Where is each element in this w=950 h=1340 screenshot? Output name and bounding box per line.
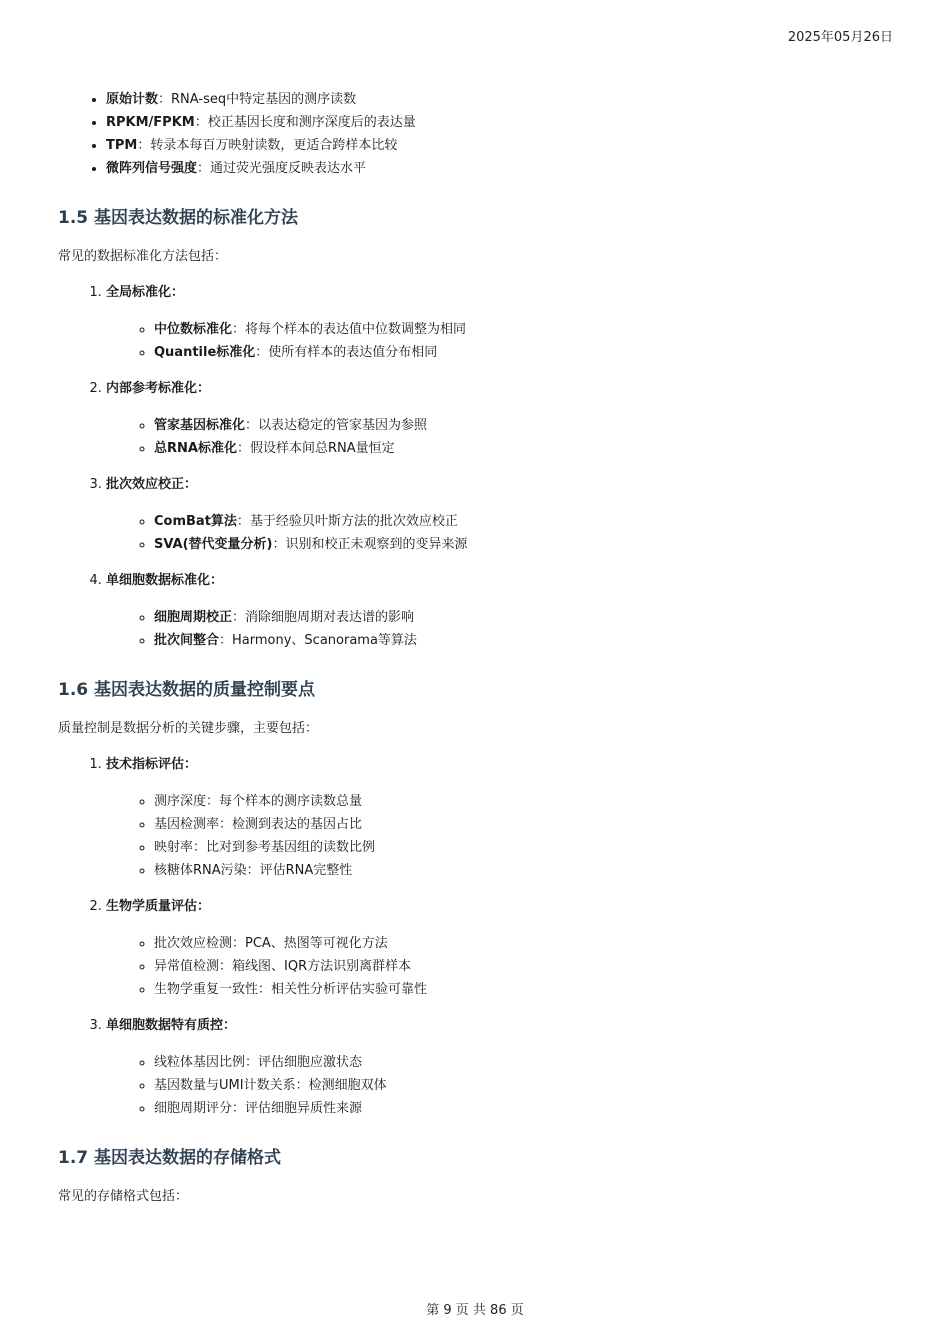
desc: ：校正基因长度和测序深度后的表达量 [194, 115, 416, 130]
sub-item [154, 629, 898, 652]
list-item [106, 111, 898, 134]
section-heading-1-6: 1.6 基因表达数据的质量控制要点 [58, 680, 316, 700]
step-item [106, 282, 898, 364]
sub-list [106, 932, 898, 1001]
sub-item: ◦ 映射率：比对到参考基因组的读数比例 [154, 836, 898, 859]
sub-item: ◦ 批次效应检测：PCA、热图等可视化方法 [154, 932, 898, 955]
sub-item: ◦ 核糖体RNA污染：评估RNA完整性 [154, 859, 898, 882]
desc: ：以表达稳定的管家基因为参照 [245, 418, 428, 433]
sub-list [106, 510, 898, 556]
desc: ：通过荧光强度反映表达水平 [197, 161, 367, 176]
term: 批次间整合 [154, 633, 220, 648]
term: 细胞周期校正 [154, 610, 233, 625]
sub-item [154, 510, 898, 533]
step-item [106, 474, 898, 556]
term: ComBat算法 [154, 514, 237, 529]
sub-item: ◦ 基因检测率：检测到表达的基因占比 [154, 813, 898, 836]
step-item [106, 754, 898, 882]
sub-item [154, 533, 898, 556]
desc: ：假设样本间总RNA量恒定 [236, 441, 395, 456]
step-label: 技术指标评估： [106, 757, 198, 772]
sub-list [106, 318, 898, 364]
term: 管家基因标准化 [154, 418, 246, 433]
desc: ：基于经验贝叶斯方法的批次效应校正 [236, 514, 458, 529]
term: Quantile标准化 [154, 345, 256, 360]
term: 微阵列信号强度 [106, 161, 198, 176]
sub-list [106, 606, 898, 652]
term: RPKM/FPKM [106, 115, 195, 130]
sub-item [154, 341, 898, 364]
sub-item: ◦ 生物学重复一致性：相关性分析评估实验可靠性 [154, 978, 898, 1001]
normalization-steps [58, 282, 898, 652]
sub-item [154, 414, 898, 437]
section-intro: 常见的存储格式包括： [58, 1189, 189, 1204]
list-item [106, 134, 898, 157]
document-body [58, 88, 898, 1222]
sub-list [106, 1051, 898, 1120]
term: 中位数标准化 [154, 322, 233, 337]
quality-control-steps [58, 754, 898, 1120]
step-label: 全局标准化： [106, 285, 185, 300]
term: 总RNA标准化 [154, 441, 237, 456]
section-intro: 质量控制是数据分析的关键步骤，主要包括： [58, 721, 319, 736]
sub-list [106, 414, 898, 460]
step-item [106, 1015, 898, 1120]
step-label: 内部参考标准化： [106, 381, 211, 396]
desc: ：Harmony、Scanorama等算法 [219, 633, 417, 648]
expression-measures-list [58, 88, 898, 180]
sub-item [154, 437, 898, 460]
desc: ：消除细胞周期对表达谱的影响 [232, 610, 415, 625]
section-intro: 常见的数据标准化方法包括： [58, 249, 228, 264]
sub-item [154, 606, 898, 629]
sub-item: ◦ 线粒体基因比例：评估细胞应激状态 [154, 1051, 898, 1074]
page-number: 第 9 页 共 86 页 [426, 1303, 524, 1318]
term: 原始计数 [106, 92, 159, 107]
desc: ：将每个样本的表达值中位数调整为相同 [232, 322, 467, 337]
term: TPM [106, 138, 138, 153]
section-heading-1-7: 1.7 基因表达数据的存储格式 [58, 1148, 282, 1168]
sub-item: ◦ 异常值检测：箱线图、IQR方法识别离群样本 [154, 955, 898, 978]
desc: ：RNA-seq中特定基因的测序读数 [158, 92, 357, 107]
desc: ：识别和校正未观察到的变异来源 [272, 537, 468, 552]
list-item [106, 88, 898, 111]
sub-list [106, 790, 898, 882]
list-item [106, 157, 898, 180]
sub-item [154, 318, 898, 341]
desc: ：转录本每百万映射读数，更适合跨样本比较 [137, 138, 398, 153]
sub-item: ◦ 基因数量与UMI计数关系：检测细胞双体 [154, 1074, 898, 1097]
step-item [106, 378, 898, 460]
step-label: 批次效应校正： [106, 477, 198, 492]
section-heading-1-5: 1.5 基因表达数据的标准化方法 [58, 208, 299, 228]
sub-item: ◦ 测序深度：每个样本的测序读数总量 [154, 790, 898, 813]
page-date: 2025年05月26日 [787, 30, 893, 45]
sub-item: ◦ 细胞周期评分：评估细胞异质性来源 [154, 1097, 898, 1120]
step-label: 单细胞数据标准化： [106, 573, 224, 588]
desc: ：使所有样本的表达值分布相同 [255, 345, 438, 360]
step-item [106, 570, 898, 652]
step-item [106, 896, 898, 1001]
step-label: 生物学质量评估： [106, 899, 211, 914]
step-label: 单细胞数据特有质控： [106, 1018, 237, 1033]
term: SVA(替代变量分析) [154, 537, 273, 552]
